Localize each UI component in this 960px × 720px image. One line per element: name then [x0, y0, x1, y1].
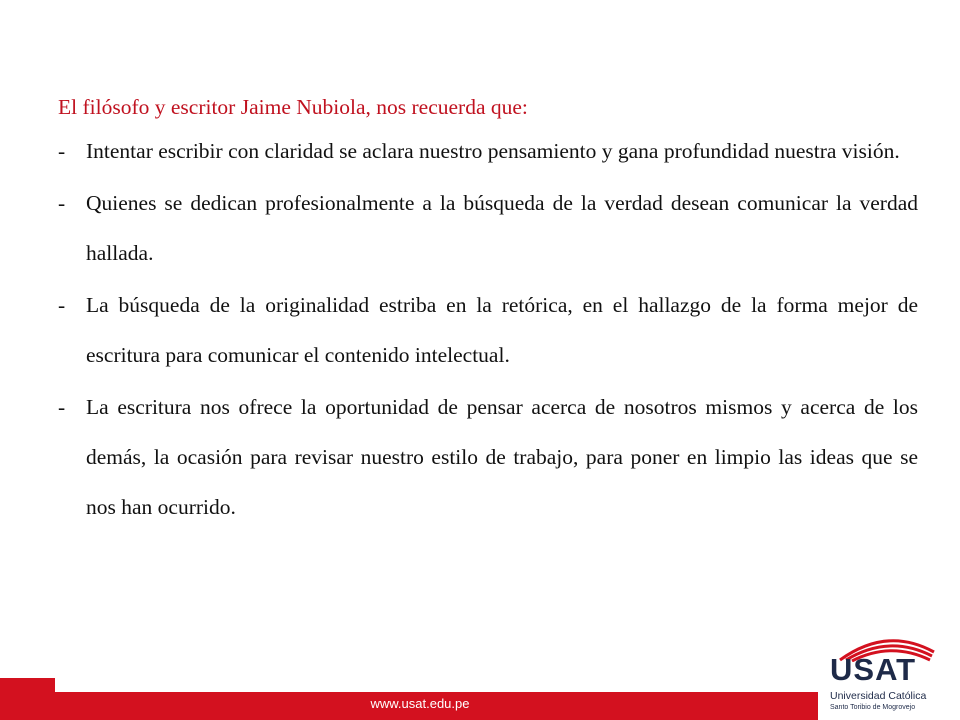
list-item — [58, 126, 918, 176]
bullet-text: La búsqueda de la originalidad estriba en la retórica, en el hallazgo de la forma mejor de escritura para comunicar el contenido intelectual. — [86, 293, 918, 367]
bullet-dash: - — [58, 139, 66, 163]
logo-wordmark: USAT — [830, 652, 917, 687]
slide-content — [58, 92, 918, 534]
intro-heading: El filósofo y escritor Jaime Nubiola, nos recuerda que: — [58, 95, 528, 119]
bullet-list — [58, 126, 918, 532]
usat-logo — [820, 632, 960, 720]
bullet-dash: - — [58, 395, 66, 419]
footer-red-block — [0, 678, 55, 720]
list-item — [58, 382, 918, 532]
bullet-text: Intentar escribir con claridad se aclara nuestro pensamiento y gana profundidad nuestra visión. — [86, 139, 900, 163]
bullet-dash: - — [58, 191, 66, 215]
footer-white-gap — [55, 678, 818, 692]
logo-university: Universidad Católica — [830, 690, 927, 702]
list-item — [58, 280, 918, 380]
footer-url-link[interactable]: www.usat.edu.pe — [370, 696, 470, 711]
bullet-text: La escritura nos ofrece la oportunidad de pensar acerca de nosotros mismos y acerca de los demás, la ocasión para revisar nuestro estilo de trabajo, para poner en limpio las ideas que se nos han ocurrido. — [86, 395, 918, 519]
bullet-dash: - — [58, 293, 66, 317]
bullet-text: Quienes se dedican profesionalmente a la búsqueda de la verdad desean comunicar la verdad hallada. — [86, 191, 918, 265]
list-item — [58, 178, 918, 278]
logo-subtitle: Santo Toribio de Mogrovejo — [830, 704, 916, 711]
